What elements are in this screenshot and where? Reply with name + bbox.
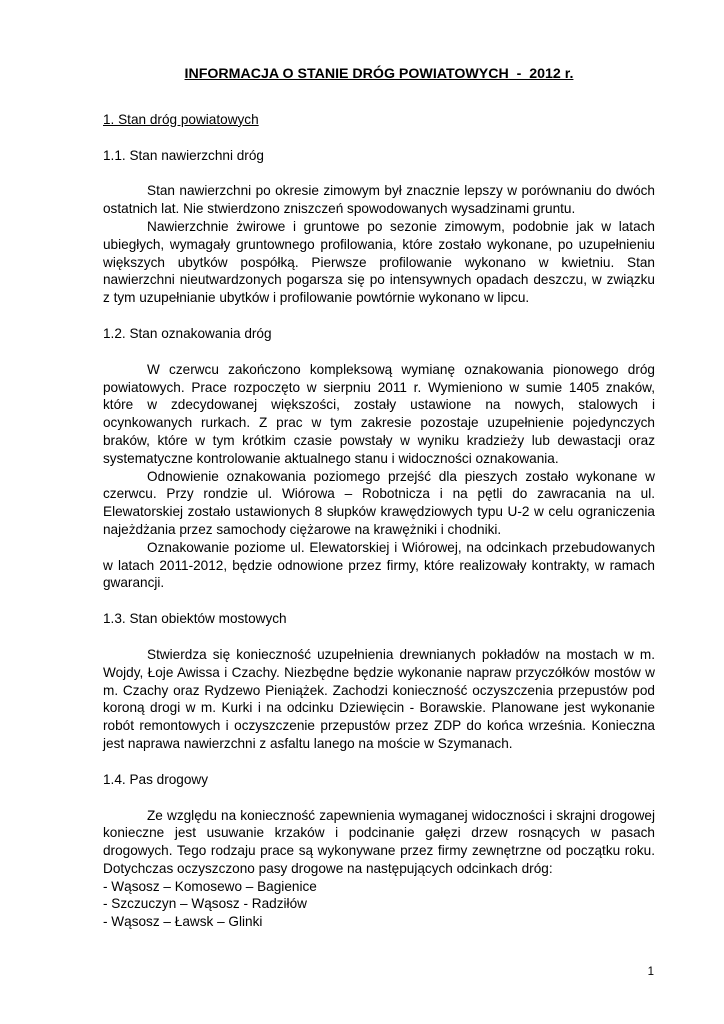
paragraph: Odnowienie oznakowania poziomego przejść dla pieszych zostało wykonane w czerwcu. Przy rondzie ul. Wiórowa – Robotnicza i na pętli do zawracania na ul. Elewatorskiej zostało ustawionych 8 słupków krawędziowych typu U-2 w celu ograniczenia najeżdżania przez samochody ciężarowe na krawężniki i chodniki. xyxy=(103,468,655,537)
list-item: - Wąsosz – Komosewo – Bagienice xyxy=(103,878,317,894)
section-1-3 xyxy=(103,610,655,753)
road-list xyxy=(103,878,655,931)
document-title: INFORMACJA O STANIE DRÓG POWIATOWYCH - 2012 r. xyxy=(184,66,574,82)
page-number: 1 xyxy=(647,966,654,978)
section-1-4-heading: 1.4. Pas drogowy xyxy=(103,771,209,787)
paragraph: W czerwcu zakończono kompleksową wymianę oznakowania pionowego dróg powiatowych. Prace rozpoczęto w sierpniu 2011 r. Wymieniono w sumie 1405 znaków, które w zdecydowanej większości, zostały ustawione na nowych, stalowych i ocynkowanych rurkach. Z prac w tym zakresie pozostaje uzupełnienie pojedynczych braków, które w tym krótkim czasie powstały w wyniku kradzieży lub dewastacji oraz systematyczne kontrolowanie aktualnego stanu i widoczności oznakowania. xyxy=(103,361,655,466)
list-item: - Szczuczyn – Wąsosz - Radziłów xyxy=(103,896,307,912)
document-page xyxy=(103,66,655,949)
paragraph: Stwierdza się konieczność uzupełnienia drewnianych pokładów na mostach w m. Wojdy, Łoje Awissa i Czachy. Niezbędne będzie wykonanie napraw przyczółków mostów w m. Czachy oraz Rydzewo Pieniążek. Zachodzi konieczność oczyszczenia przepustów pod koroną drogi w m. Kurki i na odcinku Dziewięcin - Borawskie. Planowane jest wykonanie robót remontowych i oczyszczenie przepustów przez ZDP do końca września. Konieczna jest naprawa nawierzchni z asfaltu lanego na moście w Szymanach. xyxy=(103,646,655,751)
section-1-2 xyxy=(103,325,655,592)
section-1-1-heading: 1.1. Stan nawierzchni dróg xyxy=(103,147,264,163)
section-1-4 xyxy=(103,771,655,931)
section-1-2-heading: 1.2. Stan oznakowania dróg xyxy=(103,325,272,341)
paragraph: Oznakowanie poziome ul. Elewatorskiej i Wiórowej, na odcinkach przebudowanych w latach 2011-2012, będzie odnowione przez firmy, które realizowały kontrakty, w ramach gwarancji. xyxy=(103,539,655,591)
paragraph: Nawierzchnie żwirowe i gruntowe po sezonie zimowym, podobnie jak w latach ubiegłych, wymagały gruntownego profilowania, które zostało wykonane, po uzupełnieniu większych ubytków pospółką. Pierwsze profilowanie wykonano w kwietniu. Stan nawierzchni nieutwardzonych pogarsza się po intensywnych opadach deszczu, w związku z tym uzupełnianie ubytków i profilowanie powtórnie wykonano w lipcu. xyxy=(103,218,655,306)
section-1-3-heading: 1.3. Stan obiektów mostowych xyxy=(103,611,287,627)
paragraph: Stan nawierzchni po okresie zimowym był znacznie lepszy w porównaniu do dwóch ostatnich lat. Nie stwierdzono zniszczeń spowodowanych wysadzinami gruntu. xyxy=(103,183,655,217)
section-1-1 xyxy=(103,147,655,307)
section-1-heading: 1. Stan dróg powiatowych xyxy=(103,111,259,127)
paragraph: Ze względu na konieczność zapewnienia wymaganej widoczności i skrajni drogowej konieczne jest usuwanie krzaków i podcinanie gałęzi drzew rosnących w pasach drogowych. Tego rodzaju prace są wykonywane przez firmy zewnętrzne od początku roku. Dotychczas oczyszczono pasy drogowe na następujących odcinkach dróg: xyxy=(103,807,655,876)
list-item: - Wąsosz – Ławsk – Glinki xyxy=(103,914,263,930)
